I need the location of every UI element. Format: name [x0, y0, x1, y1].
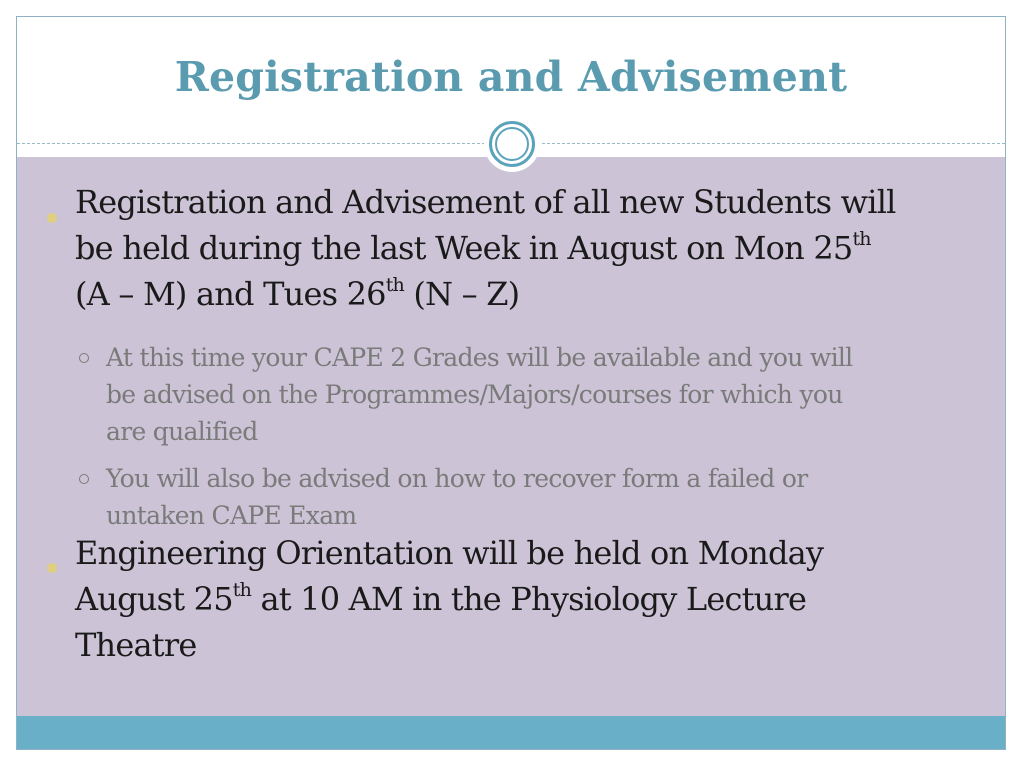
bullet-2-line-2 [75, 576, 985, 622]
sub-bullet-2-line-2: untaken CAPE Exam [106, 501, 357, 530]
bullet-2-line-1: Engineering Orientation will be held on Monday [75, 534, 824, 572]
inner-ring-circle-icon [495, 127, 529, 161]
superscript-th: th [385, 274, 404, 296]
footer-bar [17, 716, 1005, 749]
bullet-1-line-2 [75, 225, 985, 271]
sub-bullet-icon [79, 353, 89, 363]
sub-bullet-2-line-1: You will also be advised on how to recover form a failed or [106, 464, 808, 493]
sub-bullet-1-line-3: are qualified [106, 417, 258, 446]
slide [16, 16, 1006, 750]
sub-bullet-icon [79, 474, 89, 484]
superscript-th: th [232, 579, 252, 601]
bullet-1-line-3-tail: (N – Z) [404, 275, 520, 313]
bullet-1-line-3-text: (A – M) and Tues 26 [75, 275, 386, 313]
sub-bullet-1-line-2: be advised on the Programmes/Majors/courses for which you [106, 380, 843, 409]
superscript-th: th [852, 228, 871, 250]
bullet-2-line-2-text: August 25 [75, 580, 233, 618]
sub-bullet-1-line-1: At this time your CAPE 2 Grades will be available and you will [106, 343, 853, 372]
bullet-1-line-2-text: be held during the last Week in August on Mon 25 [75, 229, 853, 267]
bullet-1-line-1: Registration and Advisement of all new Students will [75, 183, 896, 221]
bullet-2-line-3: Theatre [75, 626, 197, 664]
content-area [17, 157, 1005, 717]
bullet-2-line-2-tail: at 10 AM in the Physiology Lecture [251, 580, 807, 618]
bullet-icon [47, 213, 57, 223]
slide-title: Registration and Advisement [174, 53, 848, 101]
bullet-icon [47, 563, 57, 573]
bullet-1-line-3 [75, 271, 985, 317]
